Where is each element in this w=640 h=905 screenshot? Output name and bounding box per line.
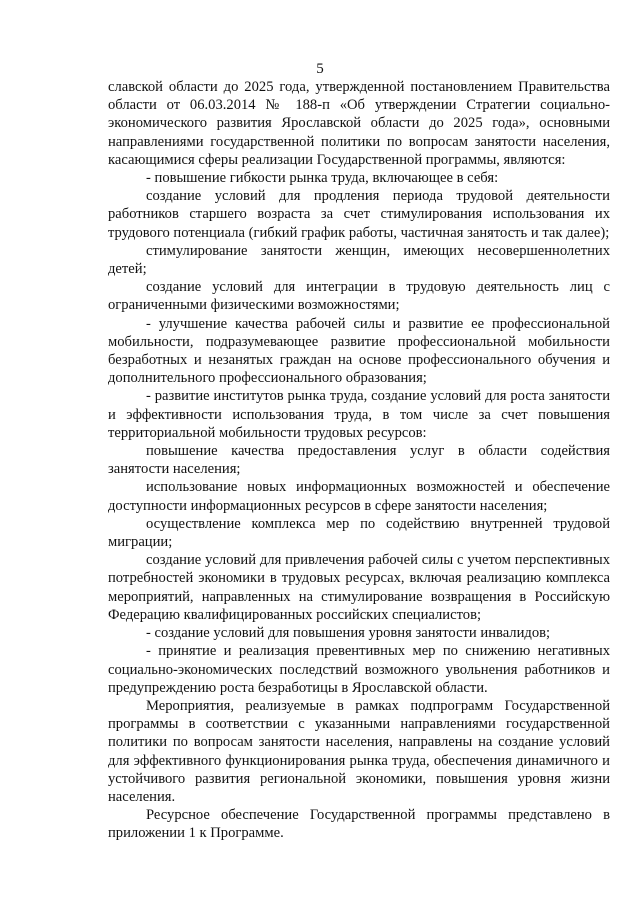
- paragraph: Мероприятия, реализуемые в рамках подпрограмм Государственной программы в соответствии с указанными направлениями государственной политики по вопросам занятости населения, направлены на создание условий для эффективного функционирования рынка труда, обеспечения динамичного и устойчивого развития региональной экономики, повышения уровня жизни населения.: [108, 697, 610, 805]
- paragraph: осуществление комплекса мер по содействию внутренней трудовой миграции;: [108, 515, 610, 551]
- paragraph: славской области до 2025 года, утвержденной постановлением Правительства области от 06.03.2014 № 188-п «Об утверждении Стратегии социально-экономического развития Ярославской области до 2025 года», основными направлениями государственной политики по вопросам занятости населения, касающимися сферы реализации Государственной программы, являются:: [108, 79, 610, 168]
- paragraph: повышение качества предоставления услуг в области содействия занятости населения;: [108, 443, 610, 478]
- paragraph: создание условий для продления периода трудовой деятельности работников старшего возраста за счет стимулирования использования их трудового потенциала (гибкий график работы, частичная занятость и так далее);: [108, 188, 610, 241]
- page-number: 5: [316, 61, 324, 77]
- paragraph: - принятие и реализация превентивных мер по снижению негативных социально-экономических последствий возможного увольнения работников и предупреждению роста безработицы в Ярославской области.: [108, 643, 610, 696]
- paragraph: стимулирование занятости женщин, имеющих несовершеннолетних детей;: [108, 242, 610, 278]
- paragraph: - создание условий для повышения уровня занятости инвалидов;: [146, 625, 551, 642]
- paragraph: - развитие институтов рынка труда, создание условий для роста занятости и эффективности использования труда, в том числе за счет повышения территориальной мобильности трудовых ресурсов:: [108, 388, 610, 441]
- document-body: [108, 78, 610, 843]
- paragraph: создание условий для привлечения рабочей силы с учетом перспективных потребностей экономики в трудовых ресурсах, включая реализацию комплекса мероприятий, направленных на стимулирование возвращения в Российскую Федерацию квалифицированных российских специалистов;: [108, 552, 610, 623]
- paragraph: Ресурсное обеспечение Государственной программы представлено в приложении 1 к Программе.: [108, 807, 610, 842]
- paragraph: использование новых информационных возможностей и обеспечение доступности информационных ресурсов в сфере занятости населения;: [108, 479, 610, 514]
- paragraph: - улучшение качества рабочей силы и развитие ее профессиональной мобильности, подразумевающее развитие профессиональной мобильности безработных и незанятых граждан на основе профессионального обучения и дополнительного профессионального образования;: [108, 315, 610, 387]
- paragraph: создание условий для интеграции в трудовую деятельность лиц с ограниченными физическими возможностями;: [108, 279, 610, 314]
- paragraph: - повышение гибкости рынка труда, включающее в себя:: [146, 170, 499, 187]
